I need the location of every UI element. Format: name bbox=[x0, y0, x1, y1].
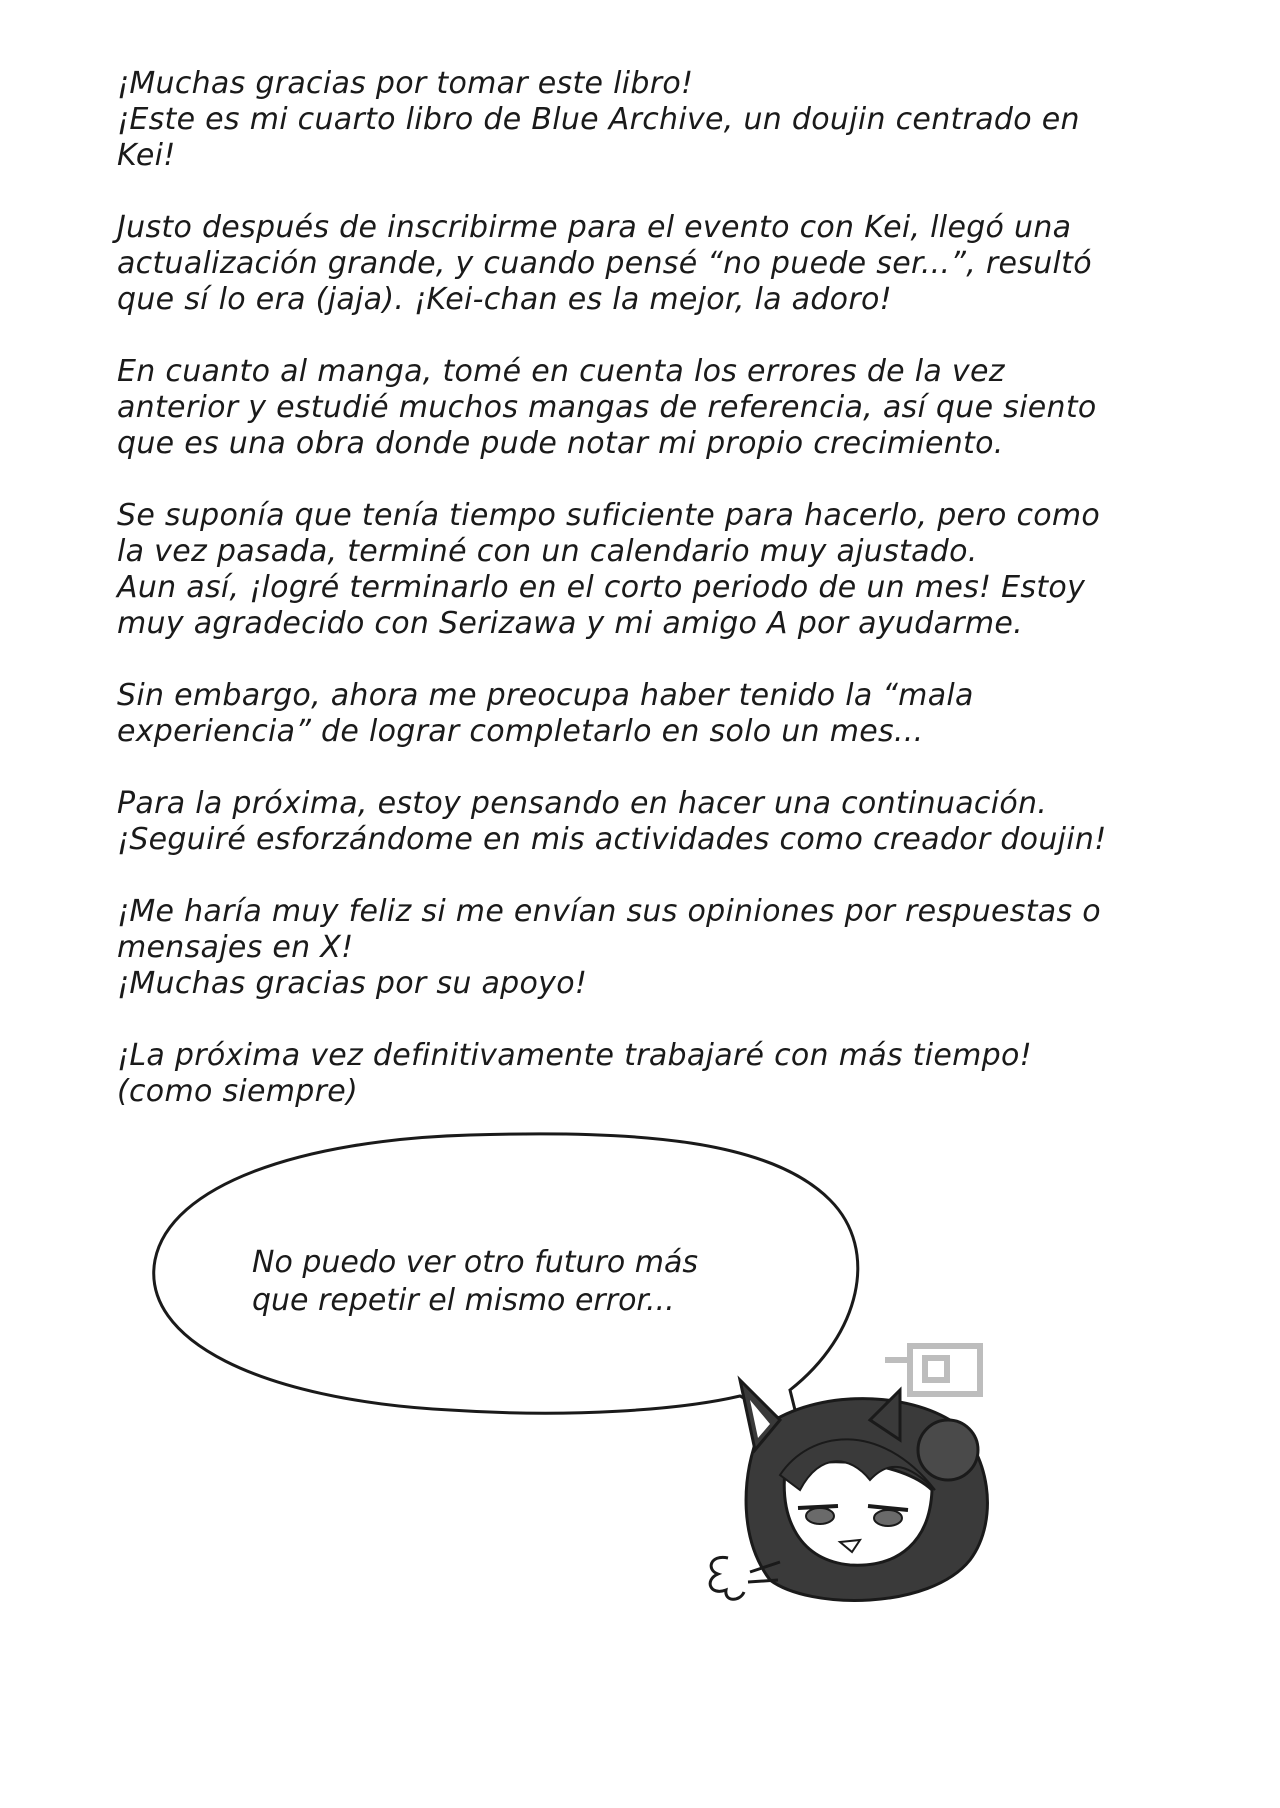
text-line: Se suponía que tenía tiempo suficiente para hacerlo, pero como bbox=[117, 498, 1101, 533]
speech-bubble-text bbox=[252, 1244, 752, 1320]
text-line: ¡Este es mi cuarto libro de Blue Archive, un doujin centrado en bbox=[117, 102, 1080, 137]
text-line: ¡Me haría muy feliz si me envían sus opiniones por respuestas o bbox=[117, 894, 1101, 929]
text-line: que es una obra donde pude notar mi propio crecimiento. bbox=[117, 426, 1004, 461]
text-line: que sí lo era (jaja). ¡Kei-chan es la mejor, la adoro! bbox=[117, 282, 892, 317]
text-line: Sin embargo, ahora me preocupa haber tenido la “mala bbox=[117, 678, 974, 713]
bubble-line: que repetir el mismo error... bbox=[252, 1283, 675, 1318]
text-line: mensajes en X! bbox=[117, 930, 354, 965]
text-line: Justo después de inscribirme para el evento con Kei, llegó una bbox=[117, 210, 1072, 245]
text-line: experiencia” de lograr completarlo en solo un mes... bbox=[117, 714, 924, 749]
text-line: En cuanto al manga, tomé en cuenta los errores de la vez bbox=[117, 354, 1005, 389]
text-line: la vez pasada, terminé con un calendario muy ajustado. bbox=[117, 534, 978, 569]
text-line: muy agradecido con Serizawa y mi amigo A por ayudarme. bbox=[117, 606, 1024, 641]
hair-bun bbox=[918, 1420, 978, 1480]
text-line: Aun así, ¡logré terminarlo en el corto periodo de un mes! Estoy bbox=[117, 570, 1086, 605]
text-line: ¡Muchas gracias por tomar este libro! bbox=[117, 66, 694, 101]
text-line: actualización grande, y cuando pensé “no puede ser...”, resultó bbox=[117, 246, 1092, 281]
bubble-line: No puedo ver otro futuro más bbox=[252, 1245, 699, 1280]
text-line: (como siempre) bbox=[117, 1074, 359, 1109]
text-line: ¡Muchas gracias por su apoyo! bbox=[117, 966, 588, 1001]
text-line: ¡La próxima vez definitivamente trabajaré con más tiempo! bbox=[117, 1038, 1032, 1073]
text-line: Para la próxima, estoy pensando en hacer una continuación. bbox=[117, 786, 1048, 821]
text-line: anterior y estudié muchos mangas de referencia, así que siento bbox=[117, 390, 1097, 425]
text-line: ¡Seguiré esforzándome en mis actividades como creador doujin! bbox=[117, 822, 1107, 857]
halo-icon bbox=[885, 1346, 980, 1394]
chibi-character-illustration bbox=[700, 1340, 1060, 1620]
text-line: Kei! bbox=[117, 138, 176, 173]
